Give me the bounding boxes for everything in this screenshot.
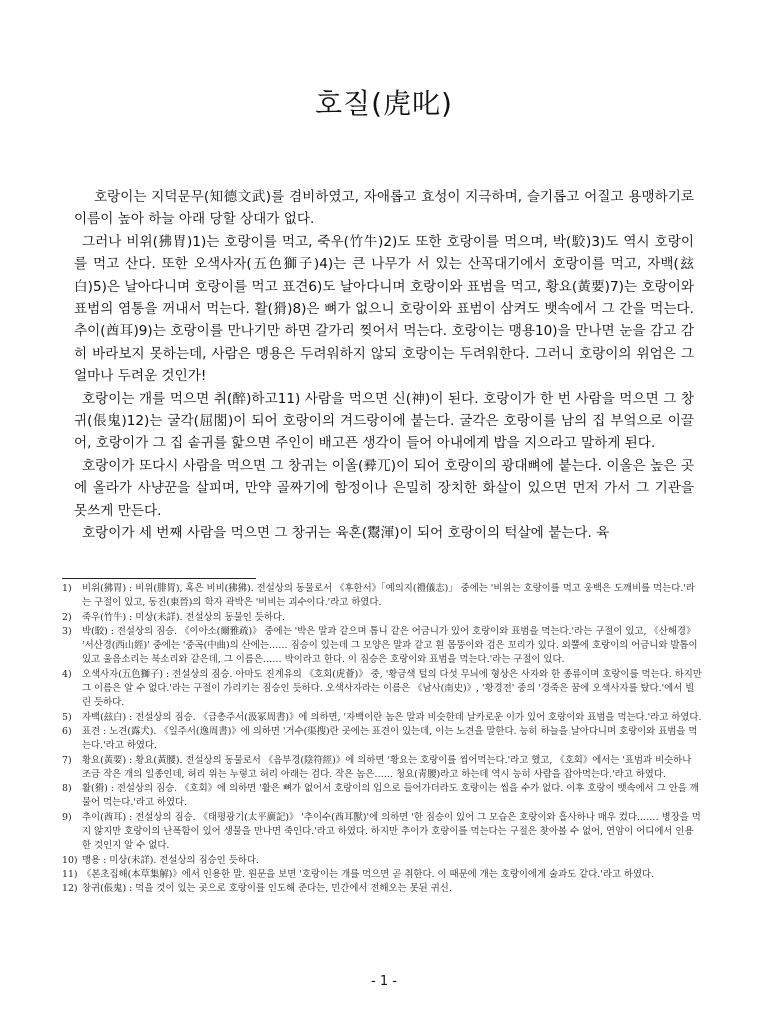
paragraph: 호랑이는 개를 먹으면 취(醉)하고11) 사람을 먹으면 신(神)이 된다. 호랑이가 한 번 사람을 먹으면 그 창귀(倀鬼)12)는 굴각(屈閣)이 되어 호랑이의 겨드랑이에 붙는다. 굴각은 호랑이를 남의 집 부엌으로 이끌어, 호랑이가 그 집 솥귀를 핥으면 주인이 배고픈 생각이 들어 아내에게 밥을 지으라고 말하게 된다. [74,390,694,452]
footnote-number: 6) [62,725,72,737]
footnote-number: 3) [62,625,72,637]
footnote [62,582,702,611]
footnote-text: 맹용 : 미상(未詳). 전설상의 짐승인 듯하다. [82,854,259,866]
footnote-text: 황요(黃要) : 황요(黃腰). 전설상의 동물로서 《음부경(陰符經)》에 의하면 '황요는 호랑이를 씹어먹는다.'라고 했고, 《호회》에서는 '표범과 비슷하나 조금 작은 개의 일종인데, 허리 위는 누렇고 허리 아래는 검다. 작은 놈은…… 청요(靑腰)라고 하는데 역시 능히 사람을 잡아먹는다.'라고 하였다. [82,754,692,780]
paragraph: 호랑이가 또다시 사람을 먹으면 그 창귀는 이올(彛兀)이 되어 호랑이의 광대뼈에 붙는다. 이올은 높은 곳에 올라가 사냥꾼을 살피며, 만약 골짜기에 함정이나 은밀히 장치한 화살이 있으면 먼저 가서 그 기관을 못쓰게 만든다. [74,457,694,519]
footnote-text: 자백(玆白) : 전설상의 짐승. 《급총주서(汲冢周書)》에 의하면, '자백이란 놈은 말과 비슷한데 날카로운 이가 있어 호랑이와 표범을 먹는다.'라고 하였다. [82,711,702,723]
footnote-number: 8) [62,783,72,795]
footnote [62,611,702,625]
footnote-number: 11) [62,868,78,880]
footnote [62,725,702,754]
footnote-text: 죽우(竹牛) : 미상(未詳). 전설상의 동물인 듯하다. [82,611,285,623]
footnote-number: 7) [62,754,72,766]
footnote-text: 오색사자(五色獅子) : 전설상의 짐승. 아마도 진계유의 《호회(虎薈)》 중, '황금색 털의 다섯 무늬에 형상은 사자와 한 종류이며 호랑이를 먹는다. 하지만 그 이름은 알 수 없다.'라는 구절이 가리키는 짐승인 듯하다. 오색사자라는 이름은 《남사(南史)》, '황경전' 중의 '경죽은 꿈에 오색사자를 탔다.'에서 빌린 듯하다. [82,668,702,709]
footnote-number: 12) [62,883,78,895]
footnote-text: 비위(狒胃) : 비위(腓胃), 혹은 비비(狒狒). 전설상의 동물로서 《후한서》「예의지(禮儀志)」 중에는 '비위는 호랑이를 먹고 웅백은 도깨비를 먹는다.'라는 구절이 있고, 동진(東晉)의 학자 곽박은 '비비는 괴수이다.'라고 하였다. [82,583,695,609]
footnote [62,711,702,725]
footnote-number: 10) [62,854,78,866]
footnote-text: 《본초집해(本草集解)》에서 인용한 말. 원문을 보면 '호랑이는 개를 먹으면 곧 취한다. 이 때문에 개는 호랑이에게 술과도 같다.'라고 하였다. [82,868,655,880]
footnote-text: 박(駮) : 전설상의 짐승. 《이아소(爾雅疏)》 중에는 '박은 말과 같으며 톱니 같은 어금니가 있어 호랑이와 표범을 먹는다.'라는 구절이 있고, 《산해경》 '서산경(西山經)' 중에는 '중곡(中曲)의 산에는…… 짐승이 있는데 그 모양은 말과 같고 흰 몸뚱이와 검은 꼬리가 있다. 외뿔에 호랑이의 어금니와 발톱이 있고 울음소리는 북소리와 같은데, 그 이름은…… 박이라고 한다. 이 짐승은 호랑이와 표범을 먹는다.'라는 구절이 있다. [82,625,698,666]
page-title: 호질(虎叱) [315,87,453,120]
footnote-text: 창귀(倀鬼) : 먹을 것이 있는 곳으로 호랑이를 인도해 준다는, 민간에서 전해오는 못된 귀신. [82,883,452,895]
footnote [62,668,702,711]
footnote-text: 표견 : 노견(露犬). 《일주서(逸周書)》에 의하면 '거수(渠搜)란 곳에는 표견이 있는데, 이는 노견을 말한다. 능히 하늘을 날아다니며 호랑이와 표범을 먹는다.'라고 하였다. [82,725,698,752]
footnote-number: 9) [62,811,72,823]
footnote-number: 5) [62,711,72,723]
footnote [62,854,702,868]
footnote [62,811,702,854]
paragraph: 호랑이는 지덕문무(知德文武)를 겸비하였고, 자애롭고 효성이 지극하며, 슬기롭고 어질고 용맹하기로 이름이 높아 하늘 아래 당할 상대가 없다. [74,189,694,228]
footnote [62,754,702,783]
footnote [62,882,702,896]
footnote-divider [62,578,256,579]
footnote-text: 추이(酋耳) : 전설상의 짐승. 《태평광기(太平廣記)》 '추이수(酋耳獸)'에 의하면 '한 짐승이 있어 그 모습은 호랑이와 흡사하나 매우 컸다.…… 병장을 먹지 않지만 호랑이의 난폭함이 있어 생물을 만나면 죽인다.'라고 하였다. 하지만 추이가 호랑이를 먹는다는 구절은 찾아볼 수 없어, 연암이 어디에서 인용한 것인지 알 수 없다. [82,811,701,852]
body-text [74,186,694,545]
footnote-number: 1) [62,583,72,594]
page-number: - 1 - [371,974,397,989]
footnote [62,782,702,811]
paragraph: 호랑이가 세 번째 사람을 먹으면 그 창귀는 육혼(鬻渾)이 되어 호랑이의 턱살에 붙는다. 육 [82,525,610,542]
footnote-number: 2) [62,611,72,623]
footnote-text: 활(猾) : 전설상의 짐승. 《호회》에 의하면 '활은 뼈가 없어서 호랑이의 입으로 들어가더라도 호랑이는 씹을 수가 없다. 이후 호랑이 뱃속에서 그 안을 깨물어 먹는다.'라고 하였다. [82,783,699,809]
footnote [62,625,702,668]
footnotes [62,582,702,897]
footnote [62,868,702,882]
paragraph: 그러나 비위(狒胃)1)는 호랑이를 먹고, 죽우(竹牛)2)도 또한 호랑이를 먹으며, 박(駮)3)도 역시 호랑이를 먹고 산다. 또한 오색사자(五色獅子)4)는 큰 나무가 서 있는 산꼭대기에서 호랑이를 먹고, 자백(玆白)5)은 날아다니며 호랑이를 먹고 표견6)도 날아다니며 호랑이와 표범을 먹고, 황요(黃要)7)는 호랑이와 표범의 염통을 꺼내서 먹는다. 활(猾)8)은 뼈가 없으니 호랑이와 표범이 삼켜도 뱃속에서 그 간을 먹는다. 추이(酋耳)9)는 호랑이를 만나기만 하면 갈가리 찢어서 먹는다. 호랑이는 맹용10)을 만나면 눈을 감고 감히 바라보지 못하는데, 사람은 맹용은 두려워하지 않되 호랑이는 두려워한다. 그러니 호랑이의 위엄은 그 얼마나 두려운 것인가! [74,233,694,385]
footnote-number: 4) [62,668,72,680]
